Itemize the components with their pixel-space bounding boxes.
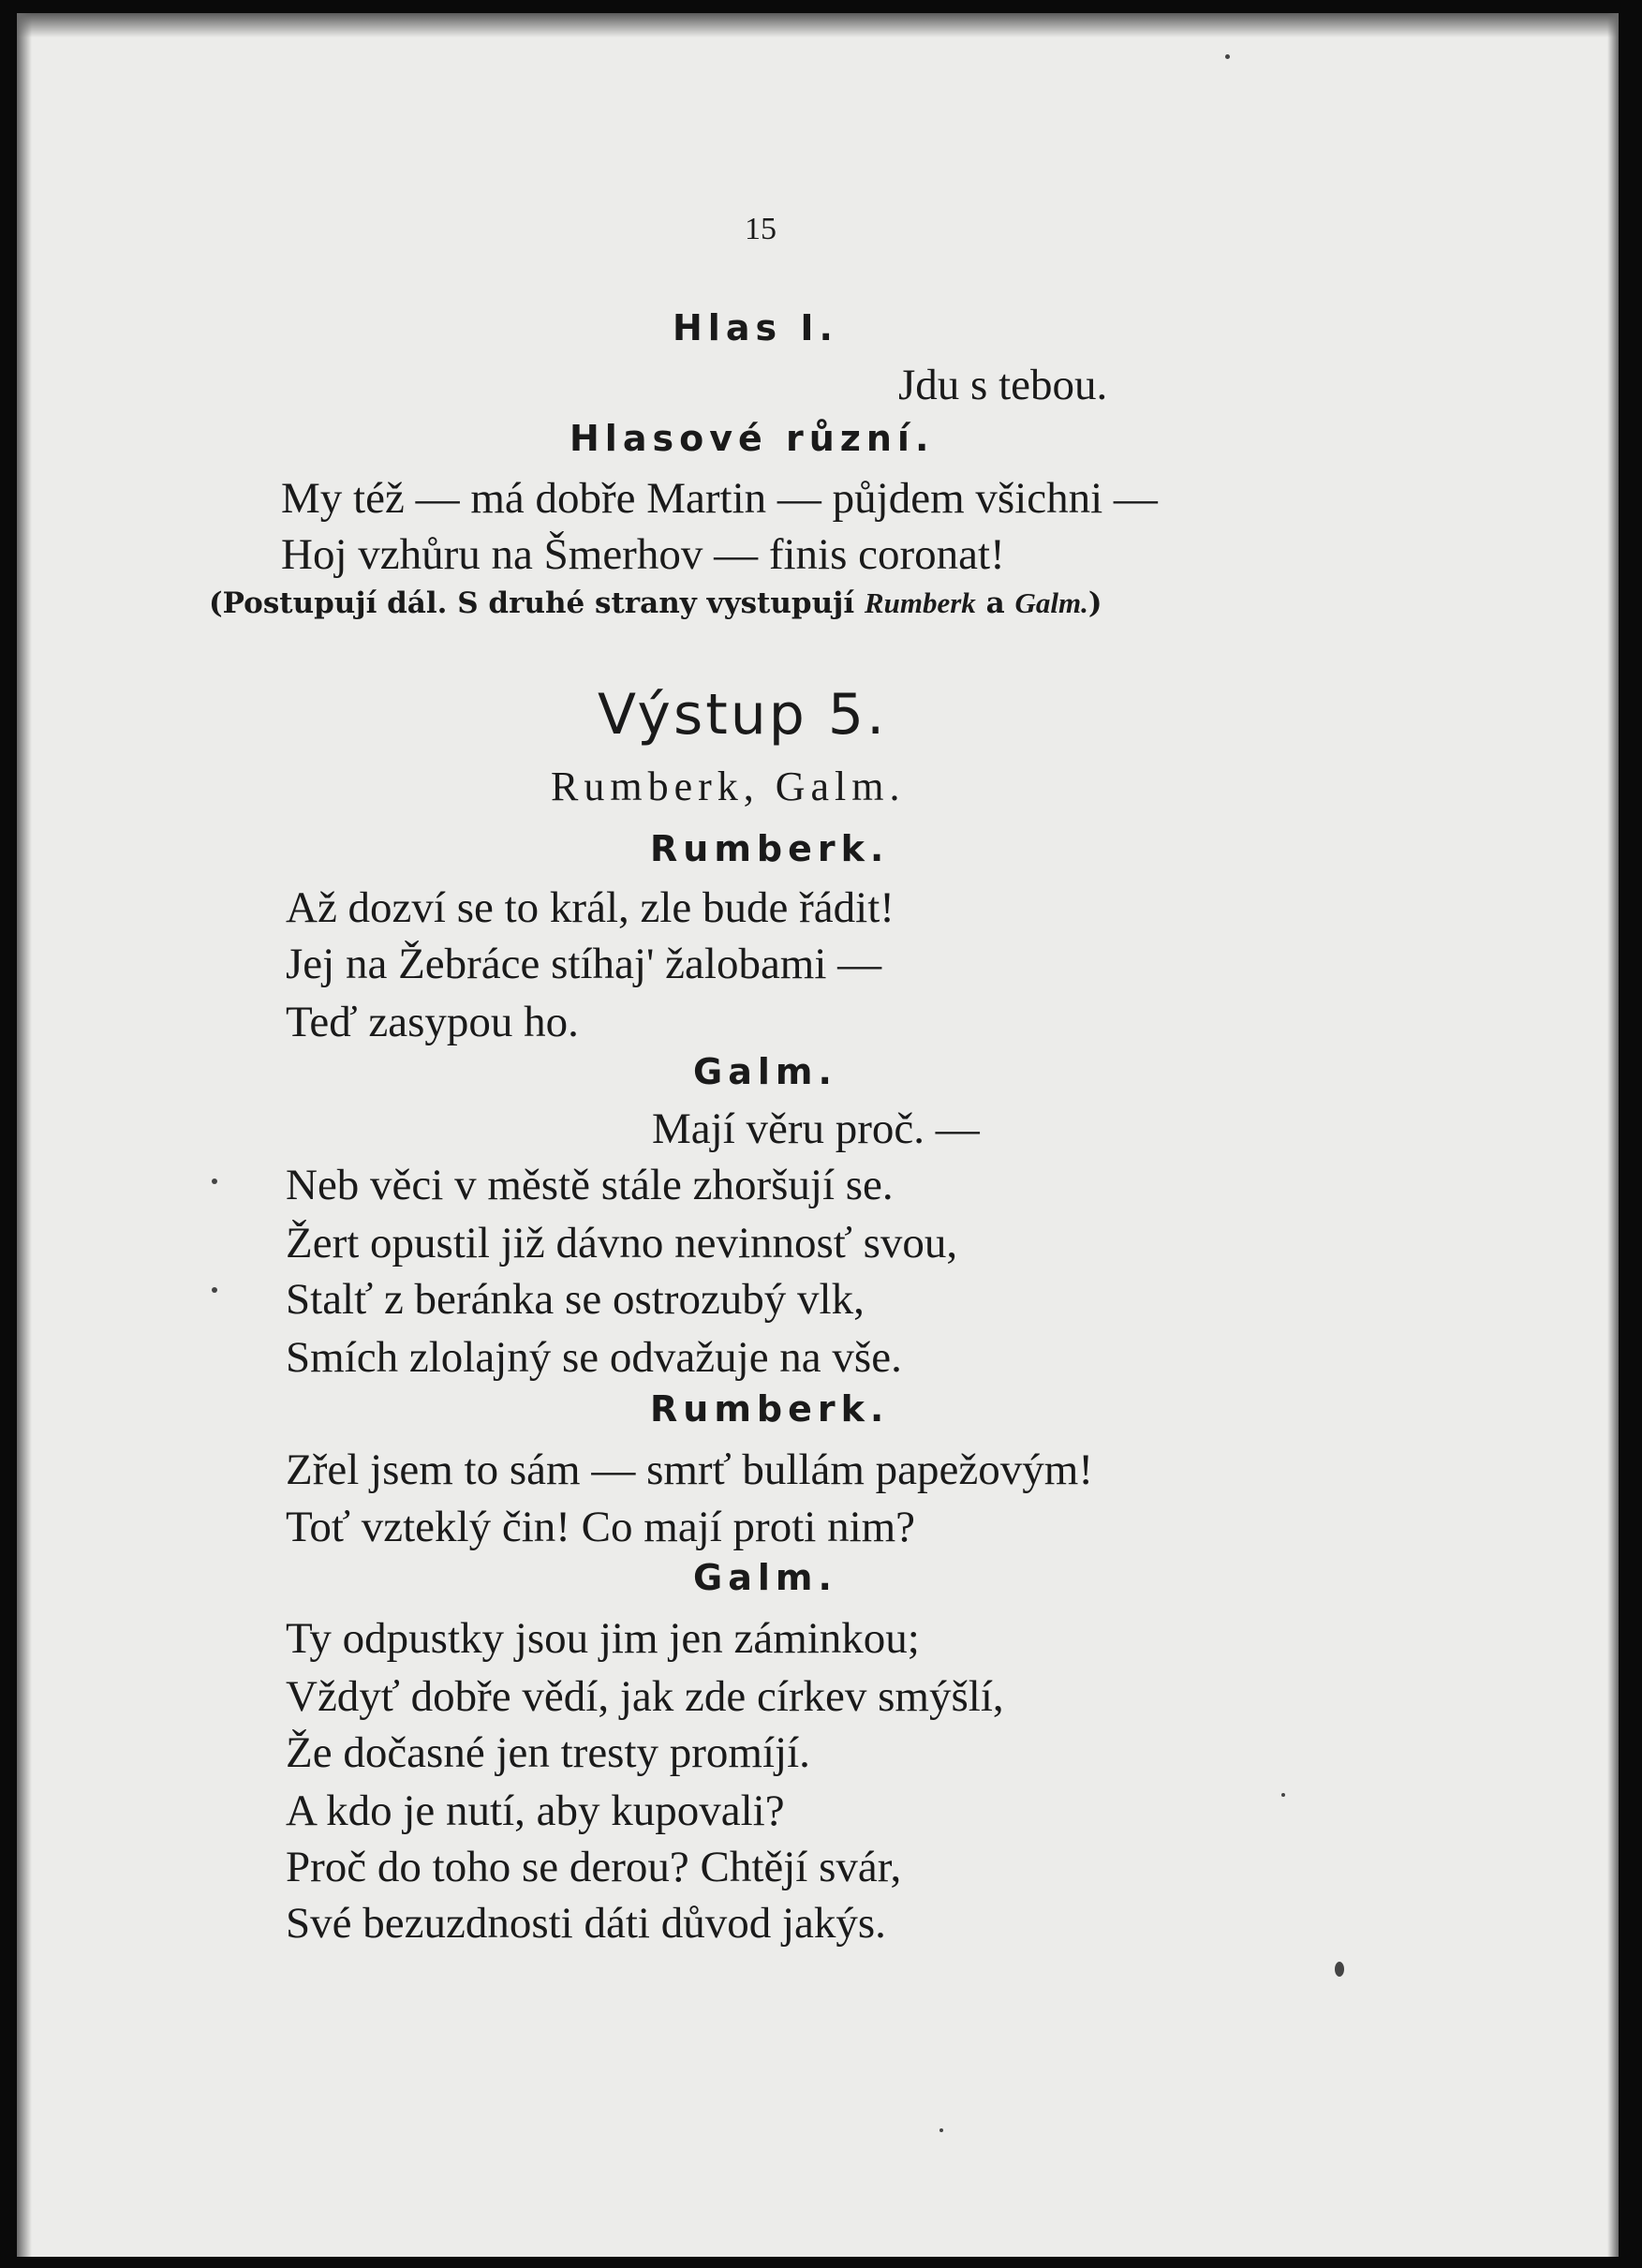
verse-line: Že dočasné jen tresty promíjí. [286, 1728, 810, 1777]
page-edge-shadow [1607, 13, 1619, 2257]
stage-direction-text: ) [1087, 586, 1102, 620]
verse-line: My též — má dobře Martin — půjdem všichni — [281, 474, 1158, 523]
scene-title: Výstup 5. [598, 682, 888, 748]
stage-direction-name: Rumberk [864, 586, 976, 619]
print-speck [939, 2128, 943, 2132]
verse-line: Toť vzteklý čin! Co mají proti nim? [286, 1503, 916, 1551]
speaker-hlasove-ruzni: Hlasové různí. [570, 418, 935, 459]
stage-direction [209, 586, 1102, 620]
verse-line: Vždyť dobře vědí, jak zde církev smýšlí, [286, 1672, 1004, 1721]
verse-line: Ty odpustky jsou jim jen záminkou; [286, 1614, 920, 1663]
verse-line: Neb věci v městě stále zhoršují se. [286, 1161, 894, 1209]
verse-line: Jej na Žebráce stíhaj' žalobami — [286, 940, 882, 988]
print-speck [212, 1287, 217, 1293]
book-page [17, 13, 1619, 2257]
verse-line: A kdo je nutí, aby kupovali? [286, 1786, 785, 1835]
verse-line: Smích zlolajný se odvažuje na vše. [286, 1333, 902, 1382]
print-speck [212, 1178, 217, 1184]
verse-line: Jdu s tebou. [898, 361, 1108, 409]
stage-direction-name: Galm. [1014, 586, 1088, 619]
print-speck [1281, 1793, 1285, 1797]
print-speck [1225, 54, 1230, 59]
verse-line: Hoj vzhůru na Šmerhov — finis coronat! [281, 530, 1005, 579]
speaker-galm: Galm. [693, 1557, 837, 1598]
page-number: 15 [745, 212, 777, 246]
scene-characters: Rumberk, Galm. [551, 763, 906, 809]
verse-line: Své bezuzdnosti dáti důvod jakýs. [286, 1899, 886, 1948]
verse-line: Proč do toho se derou? Chtějí svár, [286, 1843, 902, 1891]
stage-direction-text: a [985, 586, 1005, 620]
speaker-hlas-1: Hlas I. [673, 307, 838, 348]
verse-line: Teď zasypou ho. [286, 998, 579, 1046]
speaker-rumberk: Rumberk. [650, 828, 890, 869]
verse-line: Mají věru proč. — [652, 1104, 980, 1153]
verse-line: Stalť z beránka se ostrozubý vlk, [286, 1275, 865, 1324]
speaker-rumberk: Rumberk. [650, 1388, 890, 1430]
print-speck [1335, 1962, 1344, 1977]
speaker-galm: Galm. [693, 1051, 837, 1092]
stage-direction-text: (Postupují dál. S druhé strany vystupují [209, 586, 855, 620]
verse-line: Žert opustil již dávno nevinnosť svou, [286, 1219, 958, 1267]
verse-line: Až dozví se to král, zle bude řádit! [286, 883, 895, 932]
verse-line: Zřel jsem to sám — smrť bullám papežovým! [286, 1445, 1093, 1494]
